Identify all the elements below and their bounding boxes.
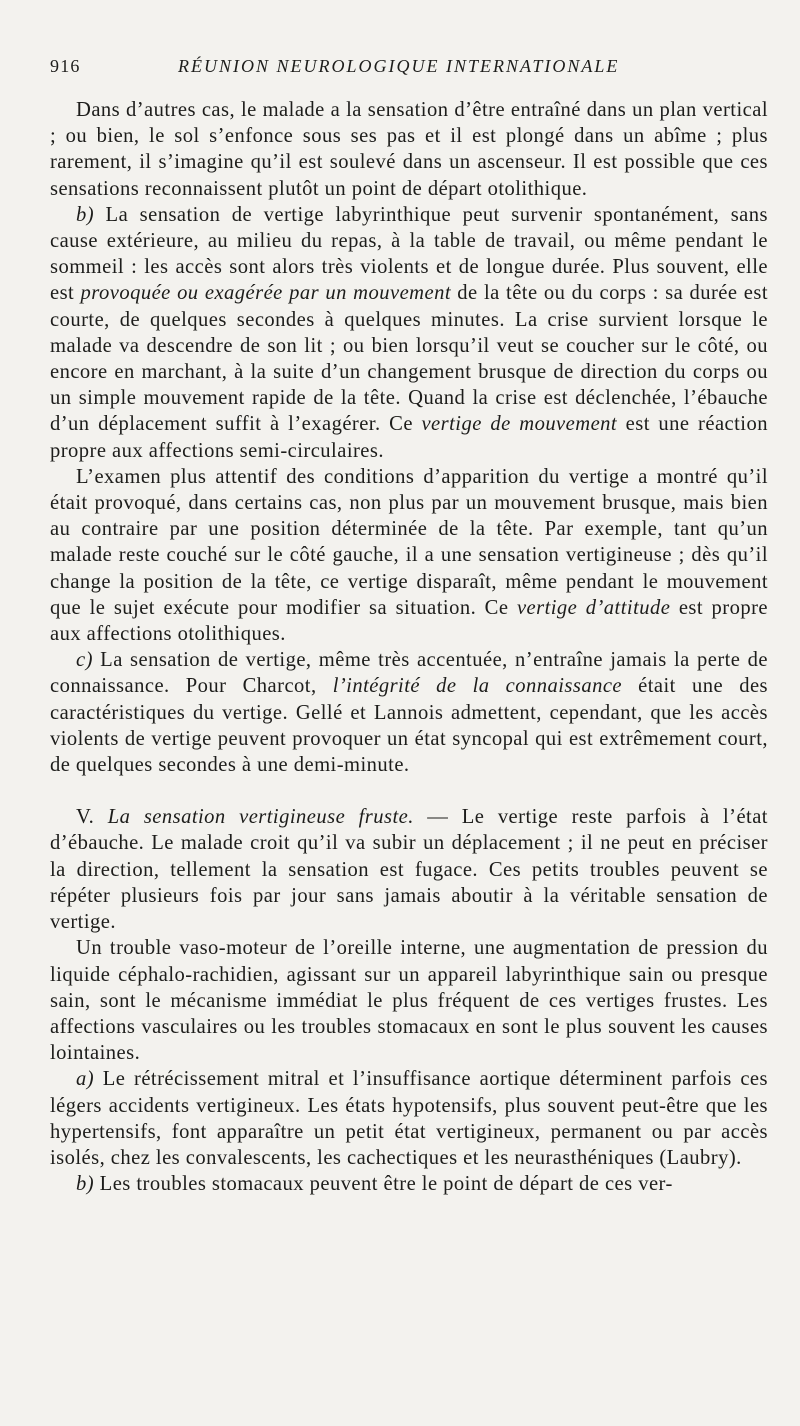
running-title: RÉUNION NEUROLOGIQUE INTERNATIONALE <box>178 56 620 76</box>
paragraph-3: L’examen plus attentif des conditions d’apparition du vertige a montré qu’il était provoqué, dans certains cas, non plus par un mouvement brusque, mais bien au contraire par une position déterminée de la tête. Par exemple, tant qu’un malade reste couché sur le côté gauche, il a une sensation vertigineuse ; dès qu’il change la position de la tête, ce vertige disparaît, même pendant le mouvement que le sujet exécute pour modifier sa situation. Ce vertige d’attitude est propre aux affections otolithiques. <box>50 465 769 646</box>
section-title: La sensation vertigineuse fruste. <box>107 806 414 829</box>
item-label-c: c) <box>76 649 93 672</box>
section-number: V. <box>76 806 108 829</box>
paragraph-6: Un trouble vaso-moteur de l’oreille interne, une augmentation de pression du liquide céphalo-rachidien, agissant sur un appareil labyrinthique sain ou presque sain, sont le mécanisme immédiat le plus fréquent de ces vertiges frustes. Les affections vasculaires ou les troubles stomacaux en sont le plus souvent les causes lointaines. <box>50 937 768 1065</box>
emphasis-provoquee: provoquée ou exagérée par un mouvement <box>80 282 451 305</box>
paragraph-7: a) Le rétrécissement mitral et l’insuffisance aortique déterminent parfois ces légers accidents vertigineux. Les états hypotensifs, plus souvent peut-être que les hypertensifs, font apparaître un petit état vertigineux, permanent ou par accès isolés, chez les convalescents, les cachectiques et les neurasthéniques (Laubry). <box>50 1068 768 1169</box>
page-number: 916 <box>50 56 81 76</box>
page-body <box>50 97 768 1197</box>
emphasis-integrite: l’intégrité de la connaissance <box>332 675 623 698</box>
emphasis-vertige-attitude: vertige d’attitude <box>516 596 671 619</box>
item-label-a: a) <box>76 1068 95 1091</box>
paragraph-8: b) Les troubles stomacaux peuvent être le point de départ de ces ver- <box>76 1173 673 1196</box>
section-v: V. La sensation vertigineuse fruste. — Le vertige reste parfois à l’état d’ébauche. Le malade croit qu’il va subir un déplacement ; il ne peut en préciser la direction, tellement la sensation est fugace. Ces petits troubles peuvent se répéter plusieurs fois par jour sans jamais aboutir à la véritable sensation de vertige. <box>50 806 768 934</box>
item-label-b2: b) <box>76 1173 95 1196</box>
paragraph-4: c) La sensation de vertige, même très accentuée, n’entraîne jamais la perte de connaissance. Pour Charcot, l’intégrité de la connaissance était une des caractéristiques du vertige. Gellé et Lannois admettent, cependant, que les accès violents de vertige peuvent provoquer un état syncopal qui est extrêmement court, de quelques secondes à une demi-minute. <box>50 649 768 777</box>
running-header <box>50 56 766 86</box>
paragraph-2: b) La sensation de vertige labyrinthique peut survenir spontanément, sans cause extérieure, au milieu du repas, à la table de travail, ou même pendant le sommeil : les accès sont alors très violents et de longue durée. Plus souvent, elle est provoquée ou exagérée par un mouvement de la tête ou du corps : sa durée est courte, de quelques secondes à quelques minutes. La crise survient lorsque le malade va descendre de son lit ; ou bien lorsqu’il veut se coucher sur le côté, ou encore en marchant, à la suite d’un changement brusque de direction du corps ou un simple mouvement rapide de la tête. Quand la crise est déclenchée, l’ébauche d’un déplacement suffit à l’exagérer. Ce vertige de mouvement est une réaction propre aux affections semi-circulaires. <box>50 203 769 462</box>
paragraph-1: Dans d’autres cas, le malade a la sensation d’être entraîné dans un plan vertical ; ou bien, le sol s’enfonce sous ses pas et il est plongé dans un abîme ; plus rarement, il s’imagine qu’il est soulevé dans un ascenseur. Il est possible que ces sensations reconnaissent plutôt un point de départ otolithique. <box>50 99 768 200</box>
emphasis-vertige-de-mouvement: vertige de mouvement <box>421 413 618 436</box>
item-label-b: b) <box>76 203 95 226</box>
